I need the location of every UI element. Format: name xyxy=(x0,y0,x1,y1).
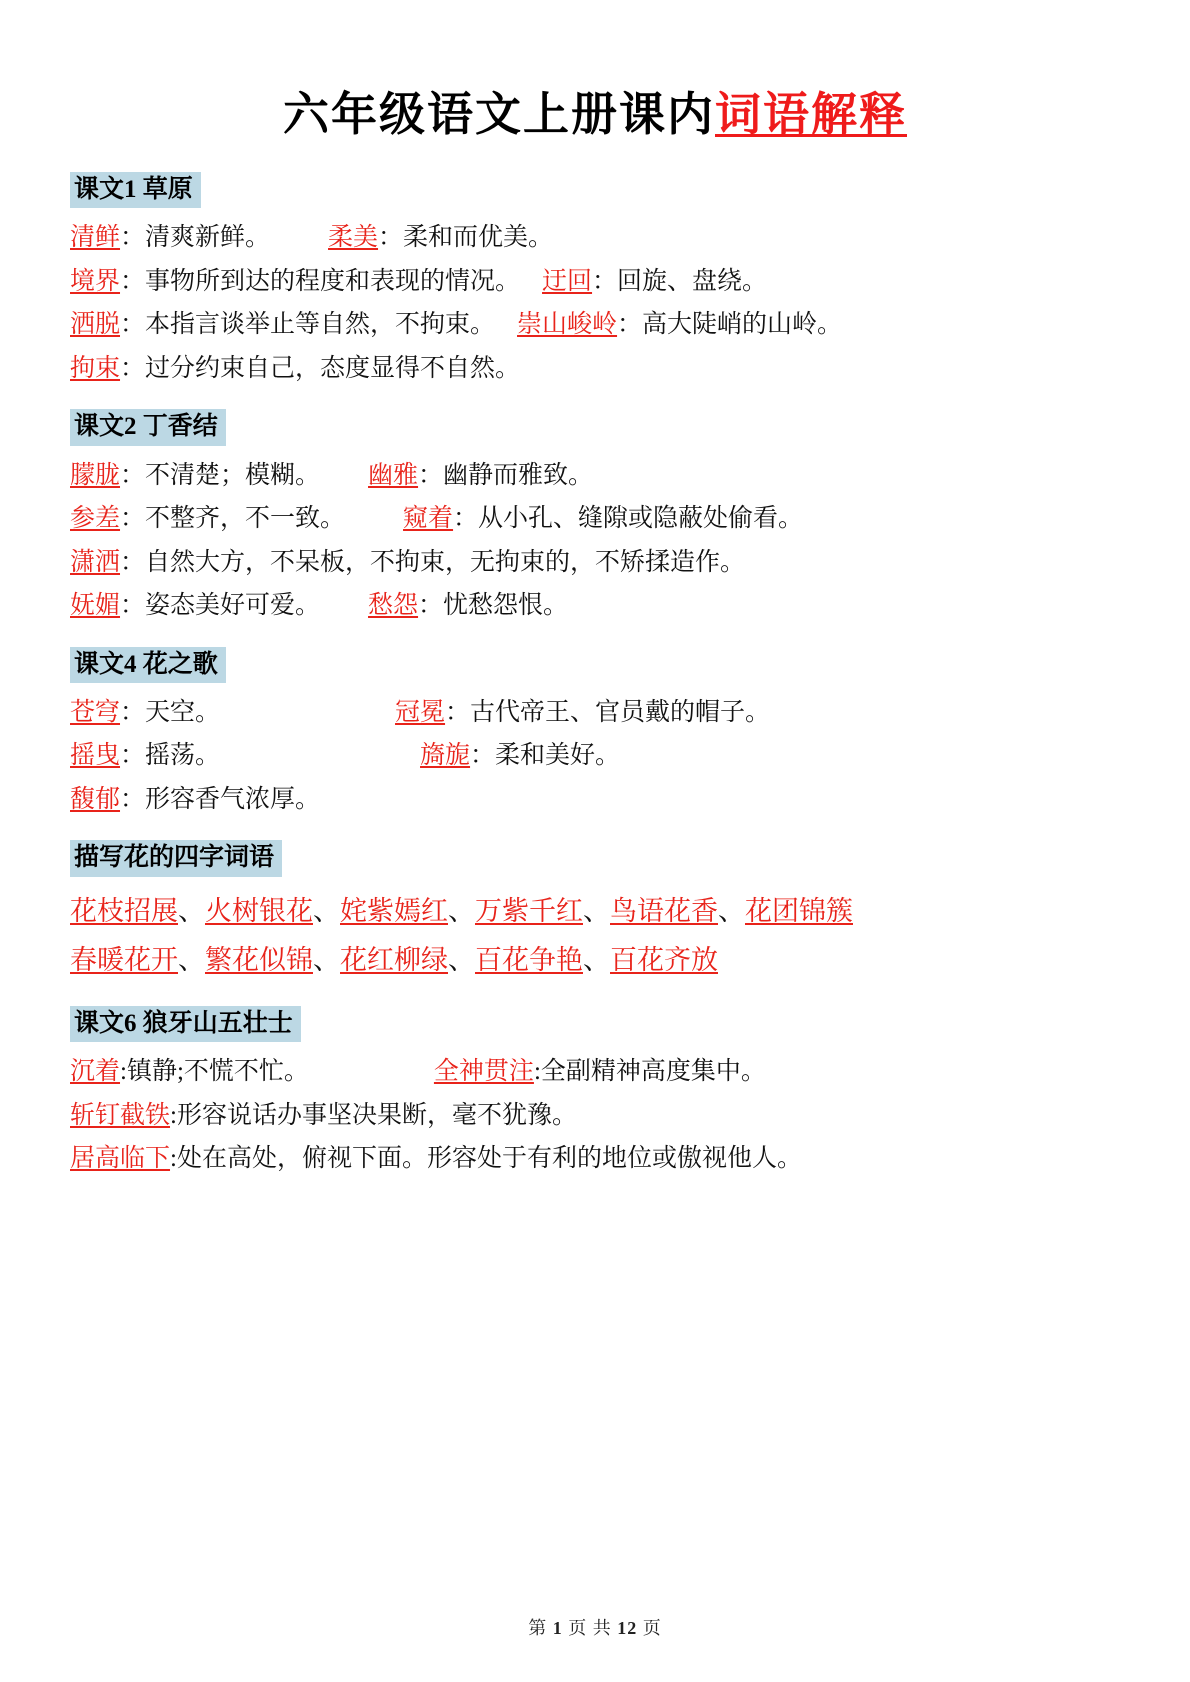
definition: ：本指言谈举止等自然，不拘束。 xyxy=(120,311,496,339)
definition: ：不整齐，不一致。 xyxy=(120,505,346,532)
section-heading: 课文2 丁香结 xyxy=(70,409,226,445)
entry-cell xyxy=(328,221,553,256)
entry-row xyxy=(70,352,1120,387)
entry-cell xyxy=(70,502,345,537)
entry-cell xyxy=(434,1055,766,1090)
word-item: 繁花似锦 xyxy=(205,945,313,976)
definition: ：事物所到达的程度和表现的情况。 xyxy=(120,267,521,295)
entry-row xyxy=(70,696,1120,731)
entry-cell xyxy=(70,221,270,256)
entry-cell xyxy=(70,589,320,624)
definition: ：自然大方，不呆板，不拘束，无拘束的，不矫揉造作。 xyxy=(120,548,746,576)
definition: ：摇荡。 xyxy=(120,742,221,770)
definition: ：不清楚；模糊。 xyxy=(120,461,321,489)
section-heading: 课文1 草原 xyxy=(70,172,201,208)
page-title-red: 词语解释 xyxy=(715,89,907,140)
page-title xyxy=(70,78,1120,144)
term: 斩钉截铁 xyxy=(70,1101,171,1129)
section-heading: 描写花的四字词语 xyxy=(70,840,282,876)
definition: ：天空。 xyxy=(120,698,221,726)
word-separator: 、 xyxy=(313,945,340,976)
term: 柔美 xyxy=(328,224,379,252)
entry-cell xyxy=(70,265,520,300)
entry-row xyxy=(70,308,1120,343)
definition: ：柔和而优美。 xyxy=(378,224,554,252)
section-4 xyxy=(70,826,1120,980)
entry-cell xyxy=(70,739,220,774)
footer-total-pages: 12 xyxy=(617,1618,638,1638)
term: 清鲜 xyxy=(70,224,121,252)
entry-row xyxy=(70,589,1120,624)
word-separator: 、 xyxy=(583,895,610,926)
word-item: 花红柳绿 xyxy=(340,945,448,976)
word-item: 花团锦簇 xyxy=(745,895,853,926)
entry-cell xyxy=(70,1055,309,1090)
definition: ：形容香气浓厚。 xyxy=(120,785,321,813)
entry-cell xyxy=(70,352,520,387)
term: 拘束 xyxy=(70,354,121,382)
term: 潇洒 xyxy=(70,548,121,576)
definition: ：姿态美好可爱。 xyxy=(120,592,321,619)
definition: ：柔和美好。 xyxy=(470,742,621,770)
term: 境界 xyxy=(70,267,121,295)
term: 窥着 xyxy=(403,505,454,532)
definition: ：古代帝王、官员戴的帽子。 xyxy=(445,698,771,726)
definition: ：清爽新鲜。 xyxy=(120,224,271,252)
word-item: 百花争艳 xyxy=(475,945,583,976)
term: 沉着 xyxy=(70,1058,121,1086)
definition: :形容说话办事坚决果断，毫不犹豫。 xyxy=(170,1101,577,1129)
entry-cell xyxy=(70,546,745,581)
definition: :处在高处，俯视下面。形容处于有利的地位或傲视他人。 xyxy=(170,1145,802,1173)
section-5 xyxy=(70,992,1120,1177)
term: 朦胧 xyxy=(70,461,121,489)
entry-row xyxy=(70,265,1120,300)
term: 洒脱 xyxy=(70,311,121,339)
entry-row xyxy=(70,502,1120,537)
entry-cell xyxy=(420,739,620,774)
term: 幽雅 xyxy=(368,461,419,489)
entry-cell xyxy=(70,459,320,494)
word-separator: 、 xyxy=(718,895,745,926)
word-item: 花枝招展 xyxy=(70,895,178,926)
page-footer xyxy=(0,1614,1190,1640)
term: 冠冕 xyxy=(395,698,446,726)
entry-list xyxy=(70,459,1120,624)
definition: :全副精神高度集中。 xyxy=(533,1058,766,1086)
definition: ：从小孔、缝隙或隐蔽处偷看。 xyxy=(453,505,804,532)
term: 旖旎 xyxy=(420,742,471,770)
entry-cell xyxy=(70,783,320,818)
definition: ：忧愁怨恨。 xyxy=(418,592,569,619)
section-1 xyxy=(70,158,1120,386)
footer-prefix: 第 xyxy=(528,1618,548,1638)
entry-row xyxy=(70,783,1120,818)
definition: ：幽静而雅致。 xyxy=(418,461,594,489)
word-item: 火树银花 xyxy=(205,895,313,926)
entry-row xyxy=(70,546,1120,581)
word-separator: 、 xyxy=(178,895,205,926)
word-item: 万紫千红 xyxy=(475,895,583,926)
footer-suffix: 页 xyxy=(642,1618,662,1638)
word-separator: 、 xyxy=(313,895,340,926)
term: 参差 xyxy=(70,505,121,532)
entry-cell xyxy=(70,308,495,343)
definition: ：回旋、盘绕。 xyxy=(592,267,768,295)
entry-cell xyxy=(517,308,842,343)
term: 愁怨 xyxy=(368,592,419,619)
entry-row xyxy=(70,739,1120,774)
entry-cell xyxy=(542,265,767,300)
entry-cell xyxy=(403,502,803,537)
term: 摇曳 xyxy=(70,742,121,770)
word-separator: 、 xyxy=(178,945,205,976)
footer-page-number: 1 xyxy=(552,1618,563,1638)
section-heading: 课文4 花之歌 xyxy=(70,647,226,683)
page-title-black: 六年级语文上册课内 xyxy=(283,89,715,140)
term: 苍穹 xyxy=(70,698,121,726)
term: 崇山峻岭 xyxy=(517,311,618,339)
word-item: 春暖花开 xyxy=(70,945,178,976)
definition: ：高大陡峭的山岭。 xyxy=(617,311,843,339)
entry-row xyxy=(70,221,1120,256)
definition: :镇静;不慌不忙。 xyxy=(120,1058,309,1086)
word-line xyxy=(70,893,1120,931)
term: 馥郁 xyxy=(70,785,121,813)
entry-row xyxy=(70,1055,1120,1090)
word-separator: 、 xyxy=(583,945,610,976)
word-separator: 、 xyxy=(448,895,475,926)
entry-row xyxy=(70,1142,1120,1177)
term: 居高临下 xyxy=(70,1145,171,1173)
entry-cell xyxy=(70,1099,577,1134)
entry-cell xyxy=(70,1142,802,1177)
entry-row xyxy=(70,1099,1120,1134)
word-item: 百花齐放 xyxy=(610,945,718,976)
term: 迂回 xyxy=(542,267,593,295)
entry-cell xyxy=(368,459,593,494)
term: 妩媚 xyxy=(70,592,121,619)
term: 全神贯注 xyxy=(433,1058,534,1086)
word-item: 姹紫嫣红 xyxy=(340,895,448,926)
footer-middle: 页 共 xyxy=(568,1618,612,1638)
entry-list xyxy=(70,1055,1120,1177)
word-item: 鸟语花香 xyxy=(610,895,718,926)
section-3 xyxy=(70,633,1120,818)
entry-row xyxy=(70,459,1120,494)
entry-list xyxy=(70,696,1120,818)
entry-cell xyxy=(70,696,220,731)
definition: ：过分约束自己，态度显得不自然。 xyxy=(120,354,521,382)
section-heading: 课文6 狼牙山五壮士 xyxy=(70,1006,301,1042)
entry-cell xyxy=(395,696,770,731)
section-2 xyxy=(70,395,1120,623)
entry-cell xyxy=(368,589,568,624)
word-line xyxy=(70,942,1120,980)
word-separator: 、 xyxy=(448,945,475,976)
entry-list xyxy=(70,221,1120,386)
